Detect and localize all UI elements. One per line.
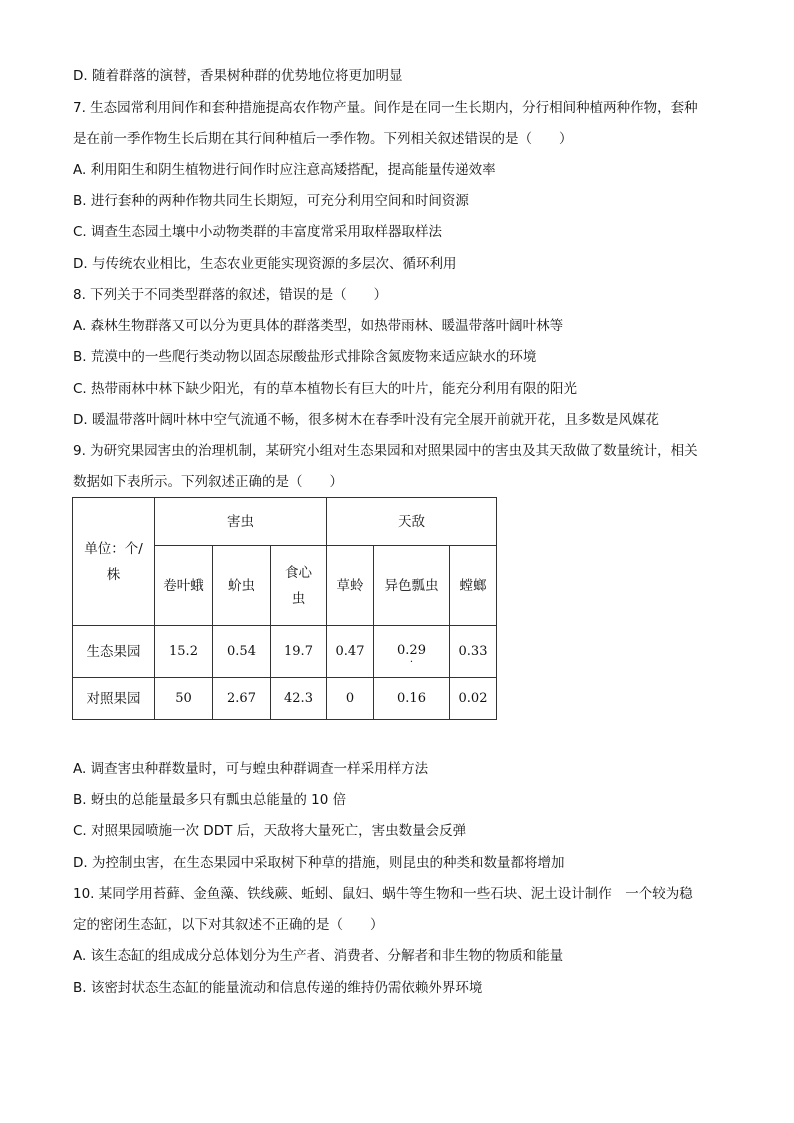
table-cell [374, 626, 450, 678]
column-header-ladybird: 异色瓢虫 [374, 546, 450, 626]
question-10-option-b: B. 该密封状态生态缸的能量流动和信息传递的维持仍需依赖外界环境 [73, 980, 483, 996]
question-8-option-a: A. 森林生物群落又可以分为更具体的群落类型，如热带雨林、暖温带落叶阔叶林等 [73, 318, 564, 334]
question-7-stem-line1: 7. 生态园常利用间作和套种措施提高农作物产量。间作是在同一生长期内，分行相间种植两种作物，套种 [73, 100, 698, 116]
table-cell: 0.16 [374, 678, 450, 720]
question-7-option-a: A. 利用阳生和阴生植物进行间作时应注意高矮搭配，提高能量传递效率 [73, 162, 496, 178]
question-9-option-d: D. 为控制虫害，在生态果园中采取树下种草的措施，则昆虫的种类和数量都将增加 [73, 855, 565, 871]
column-header-scale-insect: 蚧虫 [213, 546, 271, 626]
ladybird-eco-value: 0.29 [397, 642, 426, 658]
table-cell: 19.7 [271, 626, 327, 678]
table-cell: 2.67 [213, 678, 271, 720]
question-8-option-b: B. 荒漠中的一些爬行类动物以固态尿酸盐形式排除含氮废物来适应缺水的环境 [73, 349, 537, 365]
table-cell: 50 [155, 678, 213, 720]
table-cell: 0.02 [450, 678, 497, 720]
question-7-option-d: D. 与传统农业相比，生态农业更能实现资源的多层次、循环利用 [73, 256, 457, 272]
option-7d-previous: D. 随着群落的演替，香果树种群的优势地位将更加明显 [73, 68, 403, 84]
table-row [73, 626, 497, 678]
question-10-stem-line1: 10. 某同学用苔藓、金鱼藻、铁线蕨、蚯蚓、鼠妇、蜗牛等生物和一些石块、泥土设计制作 一个较为稳 [73, 886, 693, 902]
fruit-borer-line1: 食心 [285, 564, 312, 581]
question-8-stem: 8. 下列关于不同类型群落的叙述，错误的是（ ） [73, 287, 388, 303]
question-9-option-c: C. 对照果园喷施一次 DDT 后，天敌将大量死亡，害虫数量会反弹 [73, 823, 467, 839]
pest-data-table [72, 497, 497, 720]
pests-group-header: 害虫 [155, 498, 327, 546]
row-label-control-orchard: 对照果园 [73, 678, 155, 720]
question-9-stem-line1: 9. 为研究果园害虫的治理机制，某研究小组对生态果园和对照果园中的害虫及其天敌做了数量统计，相关 [73, 443, 698, 459]
unit-label-line2: 株 [106, 566, 121, 583]
row-label-eco-orchard: 生态果园 [73, 626, 155, 678]
table-cell: 0 [327, 678, 374, 720]
fruit-borer-line2: 虫 [291, 590, 306, 607]
question-7-stem-line2: 是在前一季作物生长后期在其行间种植后一季作物。下列相关叙述错误的是（ ） [73, 131, 573, 147]
column-header-fruit-borer [271, 546, 327, 626]
table-cell: 0.47 [327, 626, 374, 678]
table-cell: 15.2 [155, 626, 213, 678]
question-8-option-d: D. 暖温带落叶阔叶林中空气流通不畅，很多树木在春季叶没有完全展开前就开花，且多数是风媒花 [73, 412, 659, 428]
column-header-mantis: 螳螂 [450, 546, 497, 626]
question-7-option-c: C. 调查生态园土壤中小动物类群的丰富度常采用取样器取样法 [73, 224, 443, 240]
table-cell: 42.3 [271, 678, 327, 720]
column-header-lacewing: 草蛉 [327, 546, 374, 626]
question-10-option-a: A. 该生态缸的组成成分总体划分为生产者、消费者、分解者和非生物的物质和能量 [73, 948, 564, 964]
question-10-stem-line2: 定的密闭生态缸，以下对其叙述不正确的是（ ） [73, 917, 384, 933]
question-9-stem-line2: 数据如下表所示。下列叙述正确的是（ ） [73, 474, 343, 490]
table-cell: 0.33 [450, 626, 497, 678]
column-header-leafroller: 卷叶蛾 [155, 546, 213, 626]
question-9-option-b: B. 蚜虫的总能量最多只有瓢虫总能量的 10 倍 [73, 792, 347, 808]
question-7-option-b: B. 进行套种的两种作物共同生长期短，可充分利用空间和时间资源 [73, 193, 469, 209]
question-9-option-a: A. 调查害虫种群数量时，可与蝗虫种群调查一样采用样方法 [73, 761, 429, 777]
enemies-group-header: 天敌 [327, 498, 497, 546]
unit-label-line1: 单位：个/ [84, 540, 143, 557]
dot-mark: · [409, 656, 414, 668]
table-cell: 0.54 [213, 626, 271, 678]
question-8-option-c: C. 热带雨林中林下缺少阳光，有的草本植物长有巨大的叶片，能充分利用有限的阳光 [73, 381, 578, 397]
table-row [73, 678, 497, 720]
unit-header-cell [73, 498, 155, 626]
